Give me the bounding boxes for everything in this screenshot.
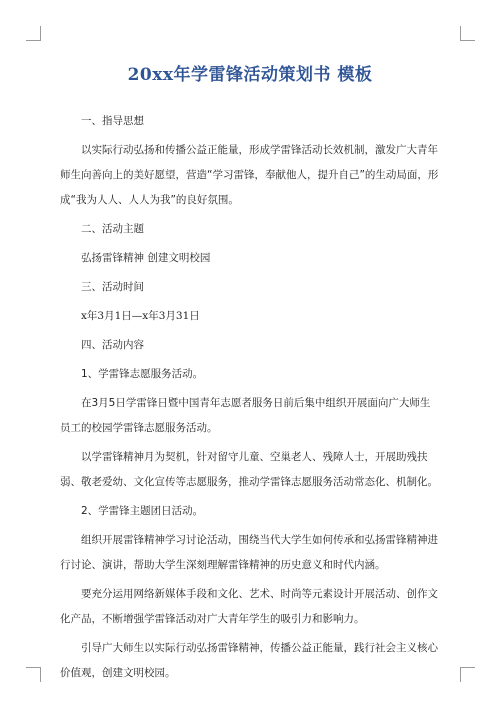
document-title: 20xx年学雷锋活动策划书 模板: [127, 65, 373, 85]
subheading-theme-day: 2、学雷锋主题团日活动。: [81, 505, 204, 517]
crop-mark-top-right: [460, 26, 475, 41]
subheading-volunteer-service: 1、学雷锋志愿服务活动。: [81, 368, 204, 380]
theme-day-text-2: 要充分运用网络新媒体手段和文化、艺术、时尚等元素设计开展活动、创作文化产品，不断增强学雷锋活动对广大青年学生的吸引力和影响力。: [60, 588, 438, 625]
volunteer-service-text-2: 以学雷锋精神月为契机，针对留守儿童、空巢老人、残障人士，开展助残扶弱、敬老爱幼、文化宣传等志愿服务，推动学雷锋志愿服务活动常态化、机制化。: [60, 451, 438, 488]
document-page: [60, 60, 440, 690]
theme-day-text-3: 引导广大师生以实际行动弘扬雷锋精神，传播公益正能量，践行社会主义核心价值观，创建文明校园。: [60, 642, 438, 679]
crop-mark-bottom-left: [26, 667, 41, 682]
section-heading-theme: 二、活动主题: [81, 223, 144, 235]
section-heading-time: 三、活动时间: [81, 281, 144, 293]
section-heading-guiding-ideology: 一、指导思想: [81, 115, 144, 127]
theme-text: 弘扬雷锋精神 创建文明校园: [81, 252, 211, 264]
section-heading-content: 四、活动内容: [81, 339, 144, 351]
crop-mark-top-left: [26, 26, 41, 41]
time-text: x年3月1日—x年3月31日: [81, 310, 200, 322]
guiding-ideology-text: 以实际行动弘扬和传播公益正能量，形成学雷锋活动长效机制，激发广大青年师生向善向上的美好愿望，营造“学习雷锋，奉献他人，提升自己”的生动局面，形成“我为人人、人人为我”的良好氛围。: [60, 144, 439, 206]
crop-mark-bottom-right: [460, 667, 475, 682]
theme-day-text-1: 组织开展雷锋精神学习讨论活动，围绕当代大学生如何传承和弘扬雷锋精神进行讨论、演讲，帮助大学生深刻理解雷锋精神的历史意义和时代内涵。: [60, 534, 438, 571]
volunteer-service-text-1: 在3月5日学雷锋日暨中国青年志愿者服务日前后集中组织开展面向广大师生员工的校园学雷锋志愿服务活动。: [60, 397, 431, 434]
